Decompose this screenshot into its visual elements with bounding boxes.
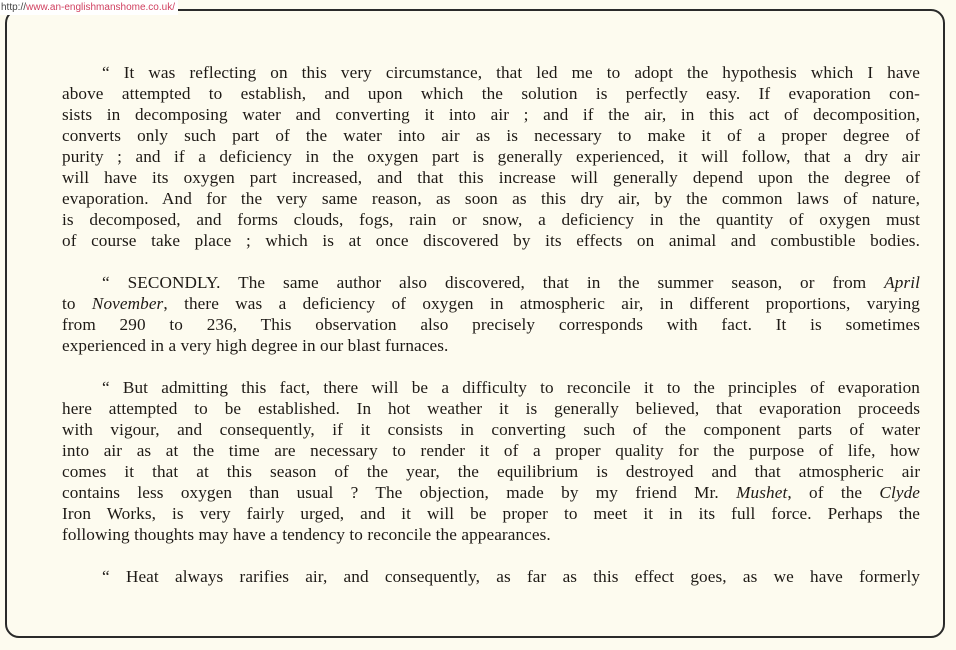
text-line: Iron Works, is very fairly urged, and it will be proper to meet it in its full force. Perhaps the [62,504,920,523]
text-line: purity ; and if a deficiency in the oxygen part is generally experienced, it will follow, that a dry air [62,147,920,166]
text-line: “ Heat always rarifies air, and consequently, as far as this effect goes, as we have formerly [102,567,921,586]
text-line: here attempted to be established. In hot weather it is generally believed, that evaporation proceeds [62,399,920,418]
italic-term-november: November [91,294,164,313]
text-run: , of the [787,483,880,502]
text-line: experienced in a very high degree in our blast furnaces. [62,336,449,355]
source-url-watermark[interactable] [0,0,178,15]
text-run: , there was a deficiency of oxygen in atmospheric air, in different proportions, varying [163,294,920,313]
text-line: “ But admitting this fact, there will be a difficulty to reconcile it to the principles of evaporation [102,378,920,397]
text-line: following thoughts may have a tendency to reconcile the appearances. [62,525,551,544]
paragraph-1 [62,62,920,251]
text-line [62,272,920,293]
text-run: “ SECONDLY. The same author also discovered, that in the summer season, or from [102,273,885,292]
text-line [62,293,920,314]
text-line: of course take place ; which is at once discovered by its effects on animal and combustible bodies. [62,231,920,250]
text-line: into air as at the time are necessary to render it of a proper quality for the purpose of life, how [62,441,920,460]
text-line: “ It was reflecting on this very circumstance, that led me to adopt the hypothesis which I have [102,63,920,82]
paragraph-3 [62,377,920,545]
text-line: with vigour, and consequently, if it consists in converting such of the component parts of water [62,420,921,439]
paragraph-2 [62,272,920,356]
text-line: is decomposed, and forms clouds, fogs, rain or snow, a deficiency in the quantity of oxygen must [62,210,920,229]
text-run: to [62,294,92,313]
body-text [62,62,920,587]
italic-term-april: April [884,273,920,292]
italic-name-clyde: Clyde [879,483,920,502]
url-protocol: http:// [1,2,27,13]
url-host: www.an-englishmanshome.co.uk/ [26,2,175,13]
text-run: contains less oxygen than usual ? The objection, made by my friend Mr. [62,483,737,502]
paragraph-4 [62,566,920,587]
text-line: converts only such part of the water into air as is necessary to make it of a proper degree of [62,126,921,145]
italic-name-mushet: Mushet [736,483,788,502]
text-line: sists in decomposing water and converting it into air ; and if the air, in this act of decomposition, [62,105,920,124]
text-line: evaporation. And for the very same reason, as soon as this dry air, by the common laws of nature, [62,189,920,208]
text-line: above attempted to establish, and upon which the solution is perfectly easy. If evaporation con- [62,84,920,103]
text-line: from 290 to 236, This observation also precisely corresponds with fact. It is sometimes [62,315,920,334]
text-line: will have its oxygen part increased, and that this increase will generally depend upon the degree of [62,168,921,187]
text-line [62,482,920,503]
text-line: comes it that at this season of the year, the equilibrium is destroyed and that atmospheric air [62,462,921,481]
